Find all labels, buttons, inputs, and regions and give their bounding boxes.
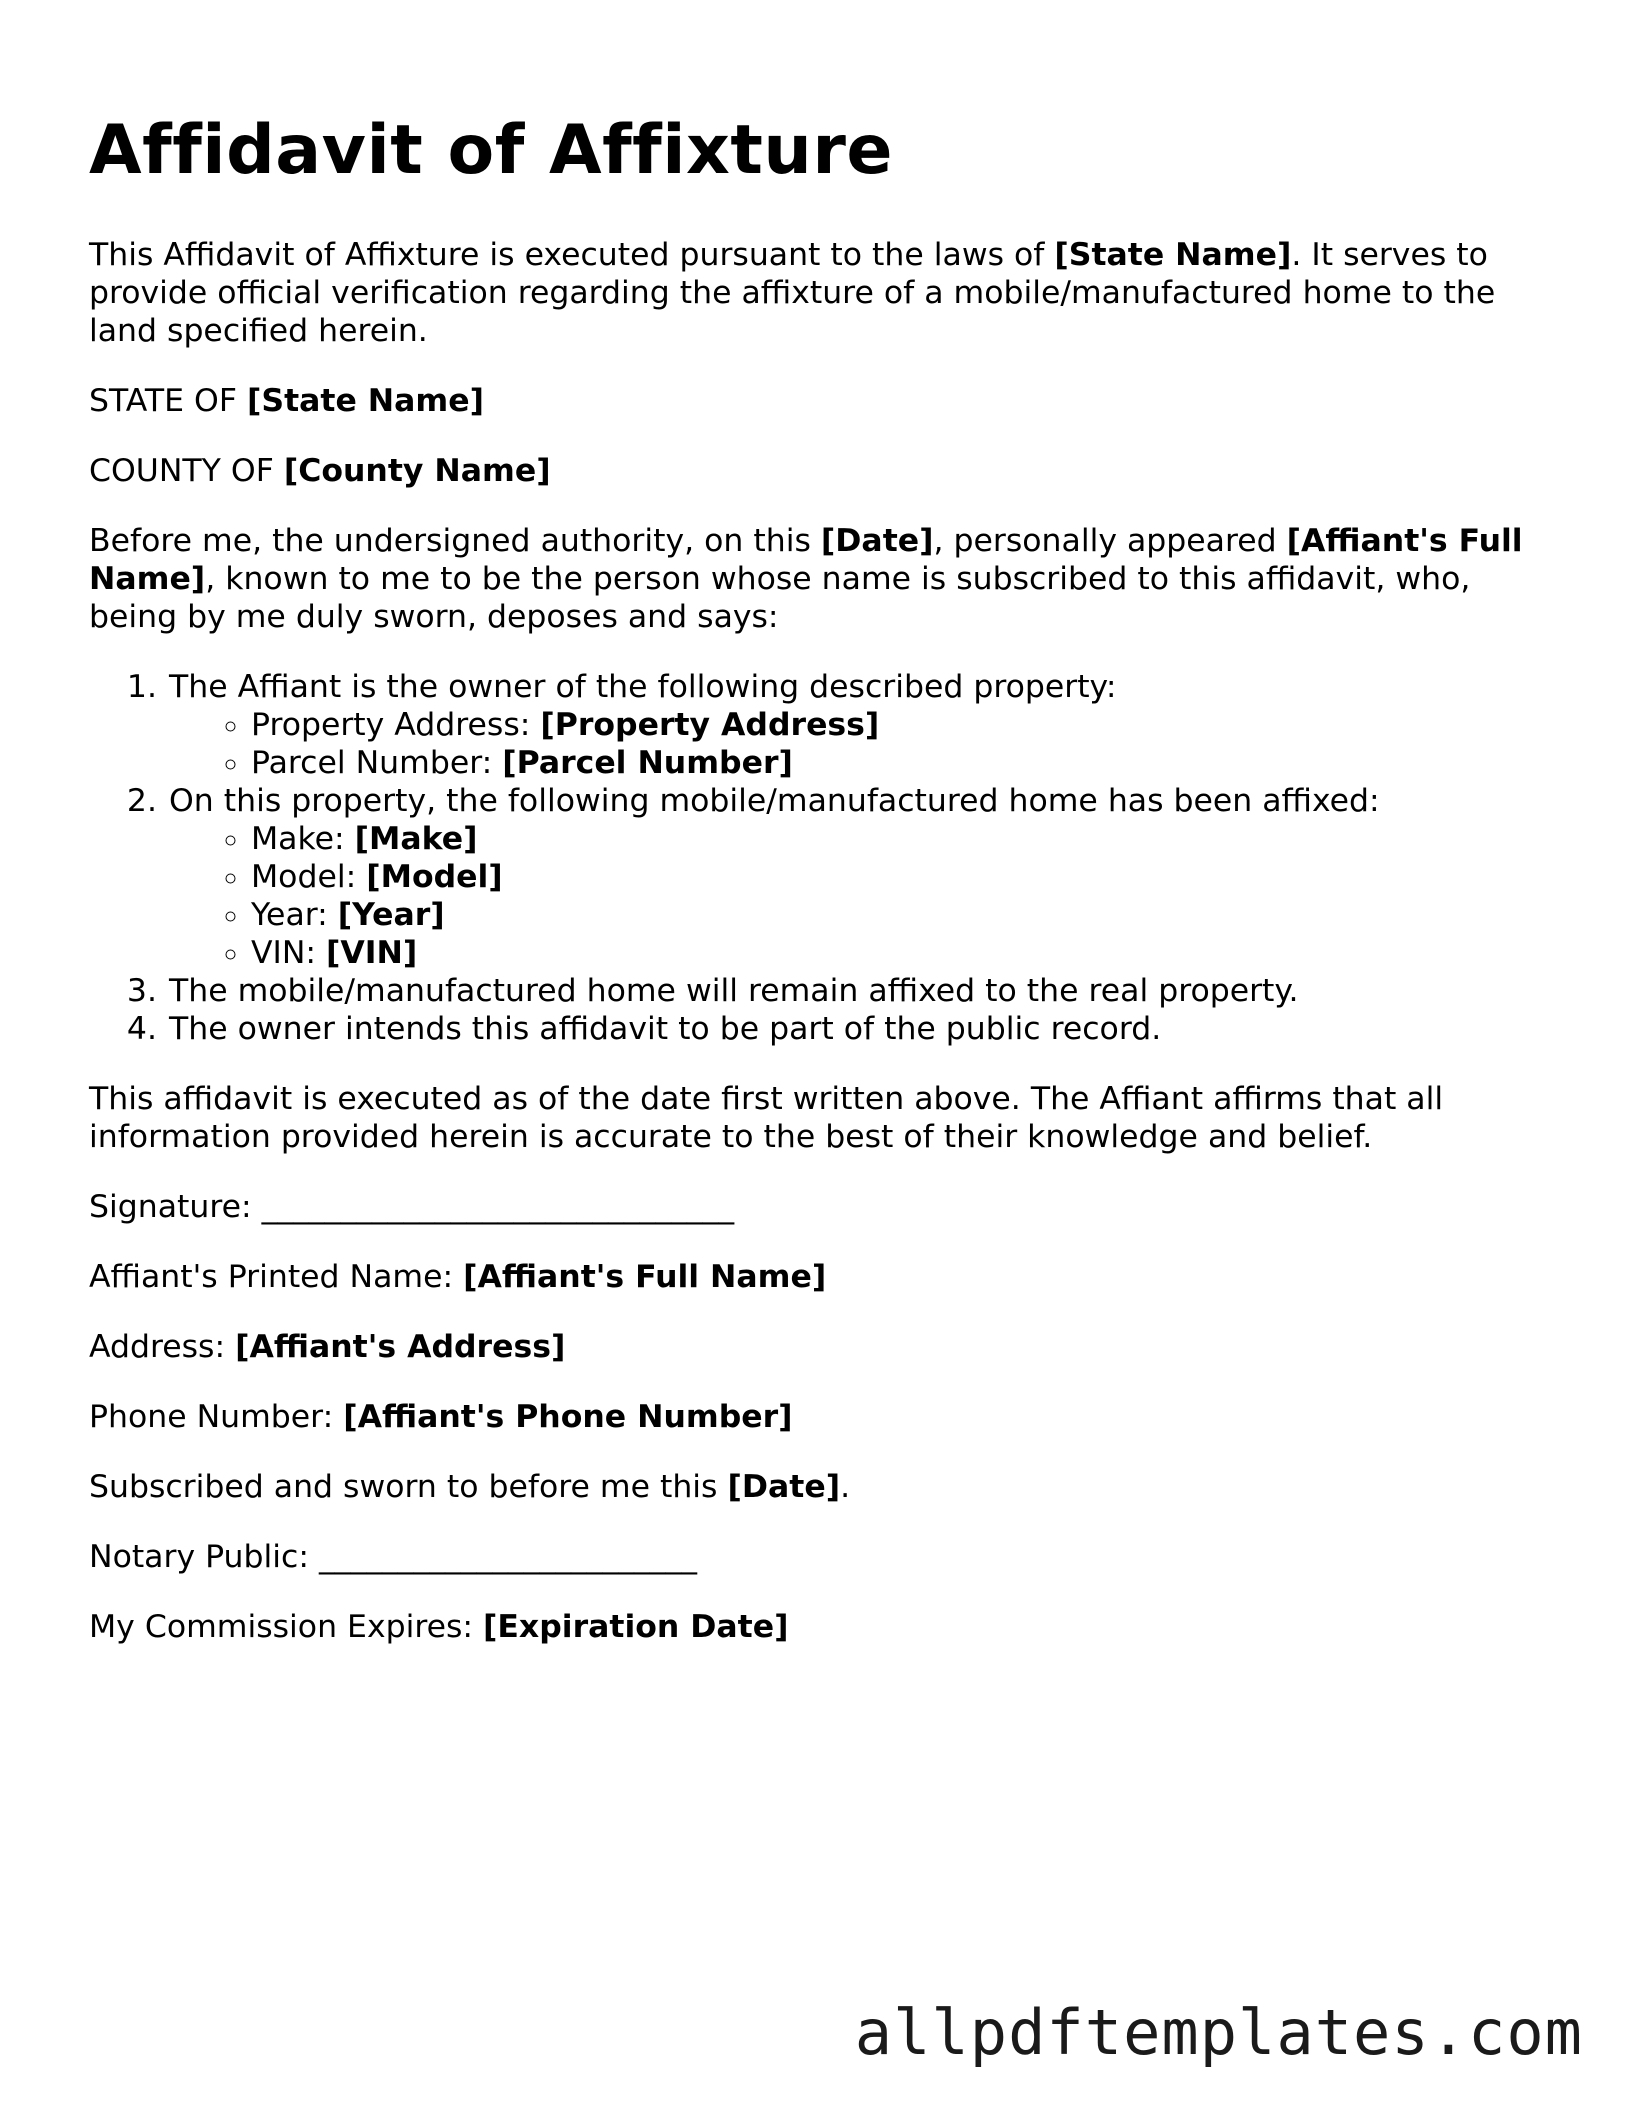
appearance-text-2: , personally appeared [933,523,1287,559]
appearance-affiant-placeholder: [Affiant's Full Name] [89,523,1523,597]
intro-paragraph [89,236,1559,350]
statements-list [89,668,1559,1048]
statement-item-4: 4. The owner intends this affidavit to be part of the public record. [167,1010,1559,1048]
printed-name-label: Affiant's Printed Name: [89,1259,464,1295]
document-page [89,110,1559,1678]
intro-state-placeholder: [State Name] [1054,237,1292,273]
document-title: Affidavit of Affixture [89,111,893,190]
printed-name-line [89,1258,1559,1296]
signature-blank: ______________________________ [261,1189,735,1225]
site-watermark: allpdftemplates.com [854,1996,1583,2069]
notary-blank: ________________________ [318,1539,697,1575]
make-item [251,820,1559,858]
property-address-item [251,706,1559,744]
home-details-list [169,820,1559,972]
parcel-number-label: Parcel Number: [251,745,503,781]
property-details-list [169,706,1559,782]
notary-label: Notary Public: [89,1539,319,1575]
phone-label: Phone Number: [89,1399,344,1435]
vin-item [251,934,1559,972]
address-label: Address: [89,1329,236,1365]
state-placeholder: [State Name] [246,383,484,419]
statement-item-3: 3. The mobile/manufactured home will remain affixed to the real property. [167,972,1559,1010]
model-placeholder: [Model] [366,859,503,895]
property-address-placeholder: [Property Address] [540,707,880,743]
signature-label: Signature: [89,1189,262,1225]
make-placeholder: [Make] [354,821,478,857]
statement-1-text: The Affiant is the owner of the following described property: [169,669,1117,705]
intro-text-after: . It serves to provide official verification regarding the affixture of a mobile/manufactured home to the land specified herein. [89,237,1496,349]
appearance-paragraph [89,522,1559,636]
property-address-label: Property Address: [251,707,541,743]
statement-item-2 [167,782,1559,972]
year-placeholder: [Year] [337,897,445,933]
sworn-label: Subscribed and sworn to before me this [89,1469,728,1505]
sworn-line [89,1468,1559,1506]
commission-line [89,1608,1559,1646]
phone-line [89,1398,1559,1436]
sworn-date-placeholder: [Date] [727,1469,841,1505]
parcel-number-placeholder: [Parcel Number] [502,745,793,781]
appearance-text-3: , known to me to be the person whose name is subscribed to this affidavit, who, being by me duly sworn, deposes and says: [89,561,1471,635]
make-label: Make: [251,821,355,857]
year-label: Year: [251,897,338,933]
printed-name-placeholder: [Affiant's Full Name] [463,1259,827,1295]
appearance-date-placeholder: [Date] [820,523,934,559]
county-placeholder: [County Name] [283,453,551,489]
closing-paragraph: This affidavit is executed as of the date first written above. The Affiant affirms that all information provided herein is accurate to the best of their knowledge and belief. [89,1081,1444,1155]
commission-placeholder: [Expiration Date] [483,1609,789,1645]
address-placeholder: [Affiant's Address] [235,1329,566,1365]
sworn-period: . [840,1469,851,1505]
state-label: STATE OF [89,383,247,419]
notary-line [89,1538,1559,1576]
year-item [251,896,1559,934]
model-item [251,858,1559,896]
phone-placeholder: [Affiant's Phone Number] [343,1399,793,1435]
parcel-number-item [251,744,1559,782]
vin-label: VIN: [251,935,327,971]
statement-item-1 [167,668,1559,782]
county-line [89,452,1559,490]
intro-text-before: This Affidavit of Affixture is executed pursuant to the laws of [89,237,1055,273]
county-label: COUNTY OF [89,453,284,489]
vin-placeholder: [VIN] [326,935,418,971]
statement-2-text: On this property, the following mobile/manufactured home has been affixed: [169,783,1380,819]
model-label: Model: [251,859,367,895]
appearance-text-1: Before me, the undersigned authority, on this [89,523,821,559]
signature-line [89,1188,1559,1226]
address-line [89,1328,1559,1366]
commission-label: My Commission Expires: [89,1609,484,1645]
state-line [89,382,1559,420]
